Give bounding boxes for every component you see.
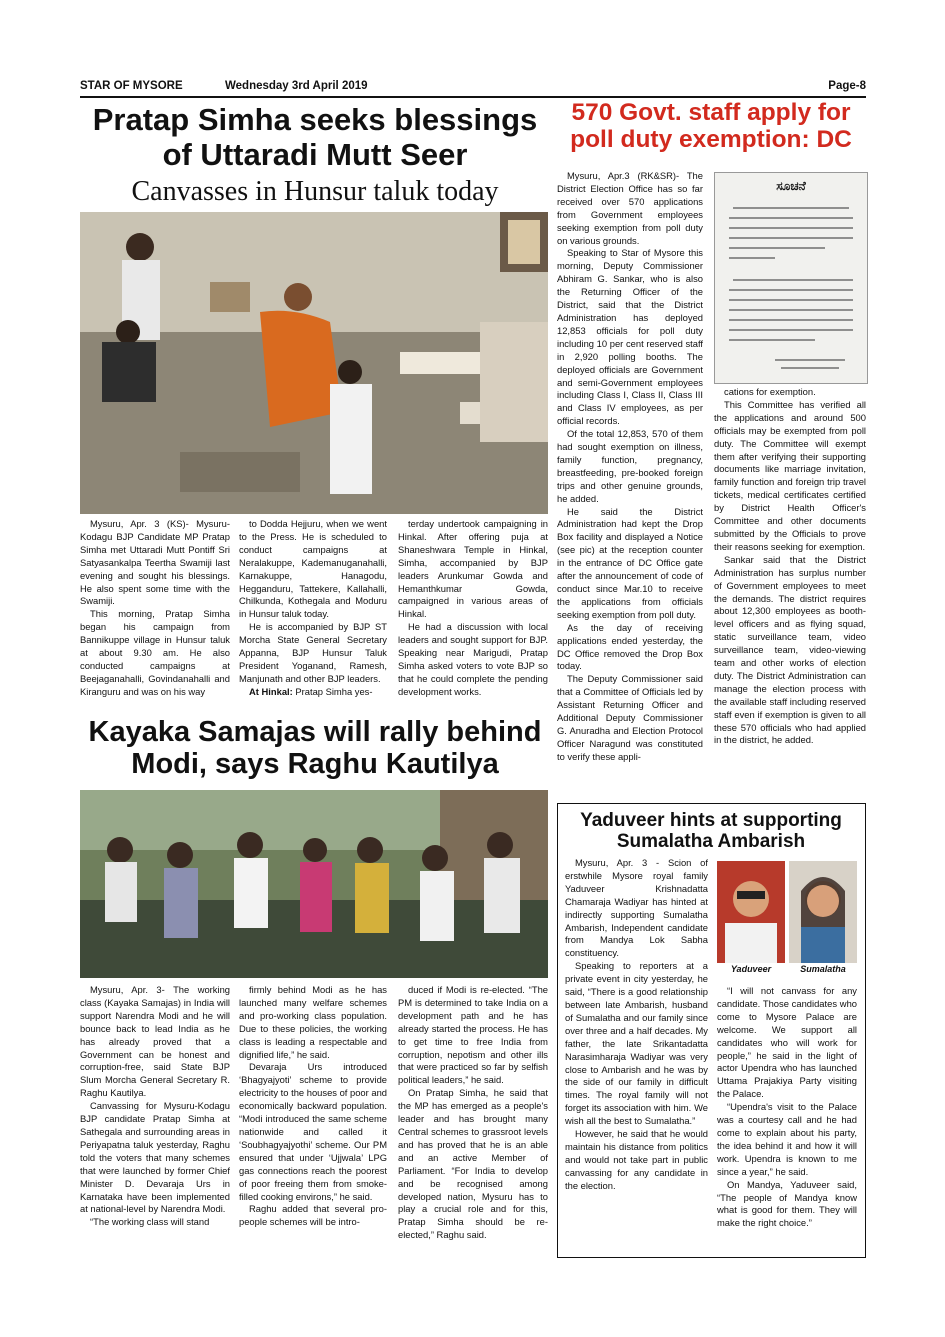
story3-column-2	[239, 984, 387, 1229]
story1-paragraph	[239, 686, 387, 699]
story4-paragraph: However, he said that he would maintain his distance from politics and would not take part in public canvassing for any candidate in the election.	[565, 1128, 708, 1191]
notice-title: ಸೂಚನೆ	[776, 179, 806, 193]
notice-photo	[714, 172, 868, 384]
rally-group-photo	[80, 790, 548, 978]
story2-paragraph: Sankar said that the District Administration has surplus number of Government employees to meet the demands. The district requires about 12,300 employees as booth-level officers and as flying squad, static surveillance team, video surveillance team, video-viewing team and other works of election duty. The District Administration can manage the election process with the available staff including reserved staff even if exemption is given to all these 570 officials who had applied in the district, he added.	[714, 553, 866, 746]
story4-paragraph: “I will not canvass for any candidate. Those candidates who come to Mysore Palace are welcome. We support all candidates who will work for people,” he said in the light of actor Upendra who has launched Uttama Prajakiya Party visiting the Palace.	[717, 985, 857, 1100]
story2-paragraph: He said the District Administration had kept the Drop Box facility and displayed a Notice (see pic) at the reception counter in the entrance of DC Office gate after the announcement of code of conduct since Mar.10 to receive the applications from officials seeking exemption from poll duty.	[557, 505, 703, 620]
story4-paragraph: Speaking to reporters at a private event in city yesterday, he said, “There is a good relationship between late Ambarish, husband of Sumalatha and our family since over three and a half decades. My father, the late Srikantadatta Narasimharaja Wadiyar was very close to Ambarish and he was by the side of our family in difficult times. The royal family will not forget its association with him. We wish all the best to Sumalatha.”	[565, 960, 708, 1127]
runin-hinkal: At Hinkal:	[249, 685, 293, 697]
story3-column-1	[80, 984, 230, 1229]
story2-paragraph: This Committee has verified all the applications and around 500 officials may be exempted from poll duty. The Committee will exempt them after verifying their supporting documents like marriage invitation, family function and foreign trip travel tickets, medical certificates certified by District Health Officer's Committee and other documents submitted by the Officials to prove their reasons seeking for exemption.	[714, 398, 866, 552]
story2-paragraph: As the day of receiving applications ended yesterday, the DC Office removed the Drop Box today.	[557, 621, 703, 672]
caption-sumalatha: Sumalatha	[800, 964, 846, 974]
portraits-photo	[717, 861, 857, 963]
story3-photo	[80, 790, 548, 978]
story3-paragraph: duced if Modi is re-elected. “The PM is determined to take India on a development path and he has already started the process. He has to get time to free India from corruption, nepotism and other ills that were practiced so far by selfish political leaders,” he said.	[398, 984, 548, 1086]
story4-paragraph: Mysuru, Apr. 3 - Scion of erstwhile Mysore royal family Yaduveer Krishnadatta Chamaraja Wadiyar has hinted at indirectly supporting Sumalatha Ambarish, Independent candidate from Mandya Lok Sabha constituency.	[565, 857, 708, 959]
masthead	[80, 78, 866, 96]
story3-paragraph: On Pratap Simha, he said that the MP has emerged as a people's leader and has brought many Central schemes to grassroot levels and has proved that he is an able and an active Member of Parliament. “For India to develop and be recognised among developed nation, Mysuru has to play a crucial role and for this, Pratap Simha should be re-elected,” Raghu said.	[398, 1087, 548, 1241]
story2-headline: 570 Govt. staff apply for poll duty exemption: DC	[570, 99, 852, 154]
story4-column-2	[717, 985, 857, 1230]
story3-paragraph: Devaraja Urs introduced ‘Bhagyajyoti’ scheme to provide electricity to the houses of poor and economically backward population. “Modi introduced the same scheme nationwide and called it ‘Soubhagyajyothi’ scheme. Our PM ensured that under ‘Ujjwala’ LPG gas connections reach the poorest of poor freeing them from smoke-filled cooking environs,” he said.	[239, 1061, 388, 1202]
issue-date: Wednesday 3rd April 2019	[225, 80, 368, 92]
story2-column-1	[557, 170, 703, 764]
story4-paragraph: “Upendra's visit to the Palace was a courtesy call and he had come to explain about his party, the idea behind it and how it will work. Upendra is known to me since a year,” he said.	[717, 1101, 857, 1177]
story2-paragraph: cations for exemption.	[724, 386, 816, 397]
story4-headline: Yaduveer hints at supporting Sumalatha Ambarish	[580, 810, 842, 853]
story1-column-2	[239, 518, 387, 699]
story3-paragraph: firmly behind Modi as he has launched many welfare schemes and pro-working class population. Due to these policies, the working class is leading a respectable and dignified life,” he said.	[239, 984, 387, 1060]
page-number: Page-8	[828, 80, 866, 92]
story1-paragraph: Mysuru, Apr. 3 (KS)- Mysuru-Kodagu BJP Candidate MP Pratap Simha met Uttaradi Mutt Pontiff Sri Satyasankalpa Teertha Swamiji last evening and sought his blessings. He also spent some time with the Swamiji.	[80, 518, 230, 607]
story1-photo	[80, 212, 548, 514]
notice-text-lines	[715, 194, 867, 384]
seer-meeting-photo	[80, 212, 548, 514]
story2-column-2	[714, 386, 866, 747]
story3-headline: Kayaka Samajas will rally behind Modi, says Raghu Kautilya	[88, 716, 542, 781]
story2-paragraph: Speaking to Star of Mysore this morning, Deputy Commissioner Abhiram G. Sankar, who is also the Returning Officer of the District, said that the District Administration has deployed 12,853 officials for poll duty including 10 per cent reserved staff in 2,920 polling booths. The deployed officials are Government and semi-Government employees including Class I, Class II, Class III and Class IV employees, as per official records.	[557, 247, 703, 427]
caption-yaduveer: Yaduveer	[730, 964, 772, 974]
story1-paragraph: to Dodda Hejjuru, when we went to the Press. He is scheduled to conduct campaigns at Neralakuppe, Kademanuganahalli, Karnakuppe, Hanagodu, Hegganduru, Tattekere, Kallahalli, Chilkunda, Kothegala and Moduru in Hunsur taluk today.	[239, 518, 387, 620]
story1-column-3	[398, 518, 548, 699]
story3-paragraph: “The working class will stand	[90, 1216, 210, 1228]
story3-paragraph: Raghu added that several pro-people schemes will be intro-	[239, 1203, 387, 1228]
story2-paragraph: Mysuru, Apr.3 (RK&SR)- The District Election Office has so far received over 570 applications from Government employees seeking exemption from poll duty on various grounds.	[557, 170, 703, 246]
story3-column-3	[398, 984, 548, 1242]
story1-paragraph: He had a discussion with local leaders and sought support for BJP. Speaking near Marigudi, Pratap Simha asked voters to vote BJP so that he could complete the pending development works.	[398, 621, 548, 697]
story1-paragraph: terday undertook campaigning in Hinkal. After offering puja at Shaneshwara Temple in Hinkal, Simha, accompanied by BJP leaders Arunkumar Gowda and Hemanthkumar Gowda, campaigned in various areas of Hinkal.	[398, 518, 548, 620]
story1-paragraph: He is accompanied by BJP ST Morcha State General Secretary Appanna, BJP Hunsur Taluk President Yoganand, Ramesh, Manjunath and other BJP leaders.	[239, 621, 387, 684]
story4-column-1	[565, 857, 708, 1193]
runin-text: Pratap Simha yes-	[295, 685, 373, 697]
story2-paragraph: The Deputy Commissioner said that a Committee of Officials led by Assistant Returning Officer and Additional Deputy Commissioner G. Anuradha and Election Protocol Officer Naragund was constituted to verify these appli-	[557, 673, 703, 762]
story3-paragraph: Canvassing for Mysuru-Kodagu BJP candidate Pratap Simha at Sathegala and surrounding areas in Periyapatna taluk yesterday, Raghu told the voters that many schemes that were launched by former Chief Minister D. Devaraja Urs in Karnataka have been implemented at national-level by Narendra Modi.	[80, 1100, 230, 1215]
story2-paragraph: Of the total 12,853, 570 of them had sought exemption on illness, family function, pregnancy, breastfeeding, pre-booked foreign trips and other genuine grounds, he added.	[557, 428, 703, 504]
story4-paragraph: On Mandya, Yaduveer said, “The people of Mandya know what is good for them. They will make the right choice.”	[717, 1178, 857, 1229]
story1-paragraph: This morning, Pratap Simha began his campaign from Bannikuppe village in Hunsur taluk at about 9.30 am. He also conducted campaigns at Beejaganahalli, Govindanahalli and Kiranguru and was on his way	[80, 608, 230, 697]
story1-column-1	[80, 518, 230, 699]
story1-headline: Pratap Simha seeks blessings of Uttaradi Mutt Seer	[92, 102, 538, 172]
story3-paragraph: Mysuru, Apr. 3- The working class (Kayaka Samajas) in India will support Narendra Modi and he will bounce back to lead India as he has already proved that a Government can be honest and corruption-free, said State BJP Slum Morcha General Secretary R. Raghu Kautilya.	[80, 984, 230, 1099]
paper-name: STAR OF MYSORE	[80, 80, 183, 92]
story4-photos	[717, 861, 857, 963]
masthead-rule	[80, 96, 866, 98]
story1-subhead: Canvasses in Hunsur taluk today	[131, 176, 499, 207]
